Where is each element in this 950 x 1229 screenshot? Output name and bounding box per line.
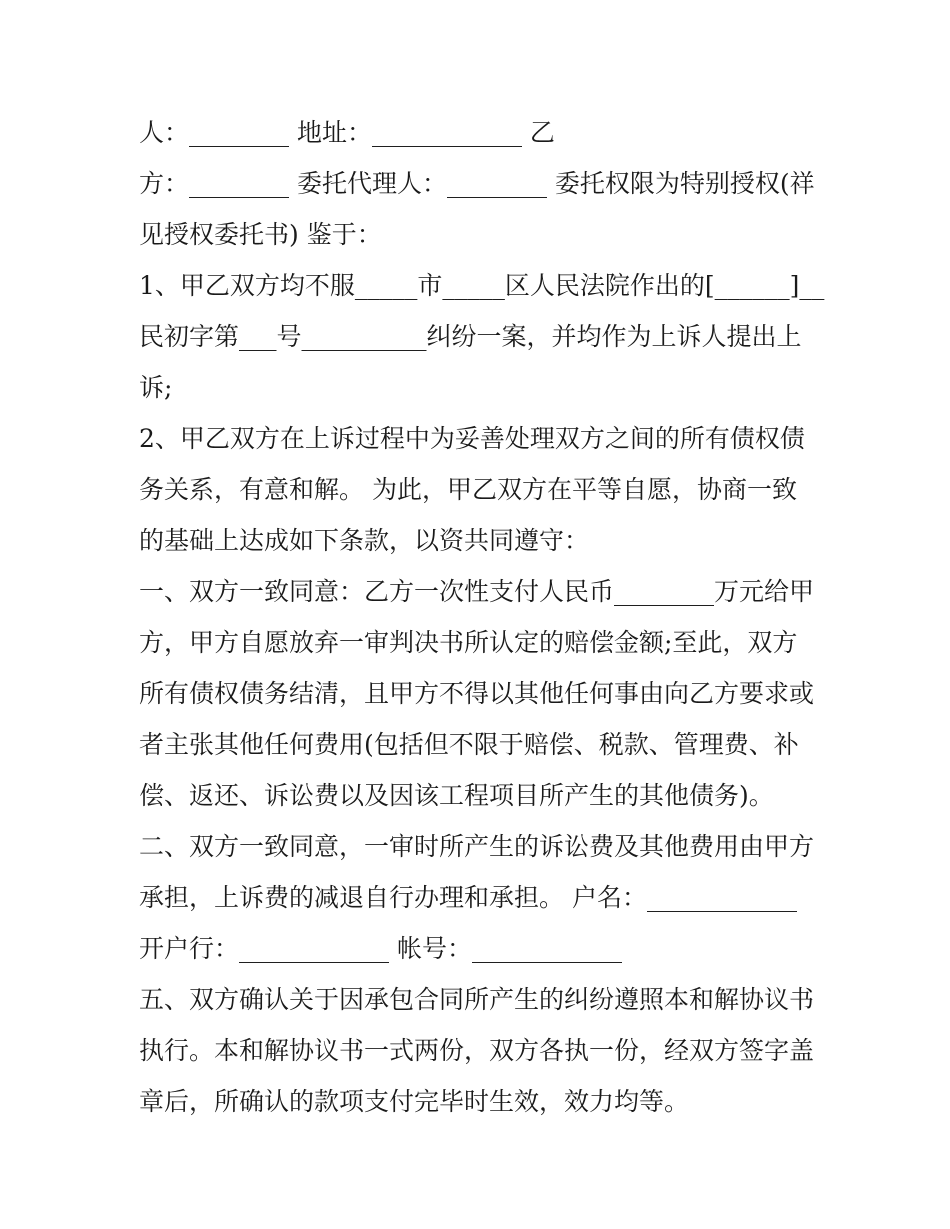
text-line: 的基础上达成如下条款，以资共同遵守： [139,526,590,555]
text-line: 章后，所确认的款项支付完毕时生效，效力均等。 [139,1087,690,1116]
text-line: 诉; [139,373,173,402]
document-body [139,107,825,1127]
text-line: 偿、返还、诉讼费以及因该工程项目所产生的其他债务)。 [139,781,774,810]
text-line: 五、双方确认关于因承包合同所产生的纠纷遵照本和解协议书 [139,985,815,1014]
text-line: 所有债权债务结清，且甲方不得以其他任何事由向乙方要求或 [139,679,815,708]
text-line: 民初字第___号__________纠纷一案，并均作为上诉人提出上 [139,322,802,351]
text-line: 承担，上诉费的减退自行办理和承担。 户名：____________ [139,883,797,912]
text-line: 方：________ 委托代理人：________ 委托权限为特别授权(祥 [139,169,815,198]
text-line: 者主张其他任何费用(包括但不限于赔偿、税款、管理费、补 [139,730,799,759]
text-line: 二、双方一致同意，一审时所产生的诉讼费及其他费用由甲方 [139,832,815,861]
text-line: 务关系，有意和解。 为此，甲乙双方在平等自愿，协商一致 [139,475,797,504]
text-line: 人：________ 地址：____________ 乙 [139,118,555,147]
text-line: 2、甲乙双方在上诉过程中为妥善处理双方之间的所有债权债 [139,424,805,453]
text-line: 开户行：____________ 帐号：____________ [139,934,622,963]
text-line: 1、甲乙双方均不服_____市_____区人民法院作出的[______]__ [139,271,825,300]
text-line: 方，甲方自愿放弃一审判决书所认定的赔偿金额;至此，双方 [139,628,798,657]
text-line: 一、双方一致同意：乙方一次性支付人民币________万元给甲 [139,577,815,606]
text-line: 见授权委托书) 鉴于： [139,220,382,249]
text-line: 执行。本和解协议书一式两份，双方各执一份，经双方签字盖 [139,1036,815,1065]
